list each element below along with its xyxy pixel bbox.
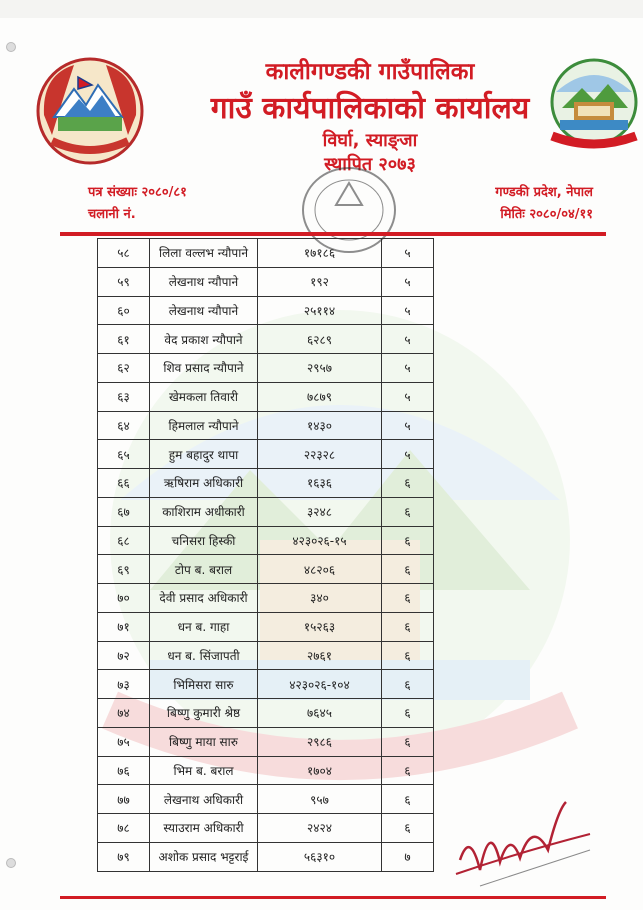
table-row	[98, 526, 434, 555]
ward-cell: ६	[382, 699, 434, 728]
serial-number-cell: ७४	[98, 699, 150, 728]
name-cell: भिम ब. बराल	[150, 756, 258, 785]
number-cell: ९५७	[258, 785, 382, 814]
table-row	[98, 756, 434, 785]
name-cell: देवी प्रसाद अधिकारी	[150, 584, 258, 613]
number-cell: २२३२८	[258, 440, 382, 469]
name-cell: भिमिसरा सारु	[150, 670, 258, 699]
name-cell: धन ब. सिंजापती	[150, 641, 258, 670]
established-year: स्थापित २०७३	[324, 154, 416, 175]
table-row	[98, 670, 434, 699]
ward-cell: ६	[382, 497, 434, 526]
number-cell: २७६१	[258, 641, 382, 670]
serial-number-cell: ६३	[98, 382, 150, 411]
name-cell: हुम बहादुर थापा	[150, 440, 258, 469]
municipality-name: कालीगण्डकी गाउँपालिका	[265, 59, 475, 85]
name-cell: धन ब. गाहा	[150, 612, 258, 641]
punch-hole	[6, 858, 16, 868]
table-row	[98, 699, 434, 728]
office-name: गाउँ कार्यपालिकाको कार्यालय	[210, 91, 530, 126]
name-cell: ऋषिराम अधिकारी	[150, 469, 258, 498]
serial-number-cell: ६५	[98, 440, 150, 469]
name-cell: बिष्णु माया सारु	[150, 727, 258, 756]
serial-number-cell: ७५	[98, 727, 150, 756]
serial-number-cell: ७८	[98, 814, 150, 843]
name-cell: बिष्णु कुमारी श्रेष्ठ	[150, 699, 258, 728]
number-cell: ३२४८	[258, 497, 382, 526]
name-cell: हिमलाल न्यौपाने	[150, 411, 258, 440]
table-row	[98, 239, 434, 268]
number-cell: ४८२०६	[258, 555, 382, 584]
table-row	[98, 382, 434, 411]
serial-number-cell: ६४	[98, 411, 150, 440]
table-row	[98, 641, 434, 670]
table-row	[98, 814, 434, 843]
ward-cell: ५	[382, 382, 434, 411]
table-row	[98, 296, 434, 325]
ward-cell: ५	[382, 239, 434, 268]
serial-number-cell: ६६	[98, 469, 150, 498]
name-cell: स्याउराम अधिकारी	[150, 814, 258, 843]
table-row	[98, 727, 434, 756]
table-row	[98, 325, 434, 354]
table-row	[98, 785, 434, 814]
ward-cell: ६	[382, 612, 434, 641]
number-cell: १७०४	[258, 756, 382, 785]
ward-cell: ६	[382, 469, 434, 498]
number-cell: २५११४	[258, 296, 382, 325]
serial-number-cell: ७३	[98, 670, 150, 699]
name-cell: खेमकला तिवारी	[150, 382, 258, 411]
number-cell: ७८७९	[258, 382, 382, 411]
name-cell: वेद प्रकाश न्यौपाने	[150, 325, 258, 354]
header-rule	[60, 232, 606, 236]
scan-top-margin	[0, 0, 643, 18]
serial-number-cell: ७९	[98, 842, 150, 871]
ward-cell: ५	[382, 325, 434, 354]
name-cell: लेखनाथ अधिकारी	[150, 785, 258, 814]
serial-number-cell: ६७	[98, 497, 150, 526]
ward-cell: ६	[382, 785, 434, 814]
name-cell: टोप ब. बराल	[150, 555, 258, 584]
serial-number-cell: ६८	[98, 526, 150, 555]
serial-number-cell: ६९	[98, 555, 150, 584]
ward-cell: ५	[382, 440, 434, 469]
serial-number-cell: ६०	[98, 296, 150, 325]
province-label: गण्डकी प्रदेश, नेपाल	[495, 185, 593, 200]
serial-number-cell: ७६	[98, 756, 150, 785]
ward-cell: ५	[382, 354, 434, 383]
ward-cell: ६	[382, 526, 434, 555]
name-cell: लेखनाथ न्यौपाने	[150, 296, 258, 325]
number-cell: १७१८६	[258, 239, 382, 268]
serial-number-cell: ६१	[98, 325, 150, 354]
ward-cell: ५	[382, 411, 434, 440]
letter-number: पत्र संख्याः २०८०/८१	[88, 185, 187, 200]
table-row	[98, 584, 434, 613]
name-cell: चनिसरा हिस्की	[150, 526, 258, 555]
ward-cell: ६	[382, 584, 434, 613]
signature-image	[440, 790, 610, 900]
ward-cell: ५	[382, 267, 434, 296]
ward-cell: ६	[382, 727, 434, 756]
number-cell: १६३६	[258, 469, 382, 498]
serial-number-cell: ६२	[98, 354, 150, 383]
table-row	[98, 469, 434, 498]
ward-cell: ५	[382, 296, 434, 325]
dispatch-number: चलानी नं.	[88, 207, 136, 222]
nepal-emblem-logo	[34, 55, 146, 167]
number-cell: ४२३०२६-१५	[258, 526, 382, 555]
table-row	[98, 440, 434, 469]
serial-number-cell: ५८	[98, 239, 150, 268]
ward-cell: ६	[382, 756, 434, 785]
table-row	[98, 612, 434, 641]
serial-number-cell: ७२	[98, 641, 150, 670]
name-cell: अशोक प्रसाद भट्टराई	[150, 842, 258, 871]
footer-rule	[60, 896, 606, 899]
serial-number-cell: ५९	[98, 267, 150, 296]
number-cell: २४२४	[258, 814, 382, 843]
table-row	[98, 555, 434, 584]
punch-hole	[6, 42, 16, 52]
ward-cell: ७	[382, 842, 434, 871]
name-cell: काशिराम अधीकारी	[150, 497, 258, 526]
letter-date: मितिः २०८०/०४/११	[500, 207, 593, 222]
ward-cell: ६	[382, 814, 434, 843]
serial-number-cell: ७७	[98, 785, 150, 814]
number-cell: ५६३१०	[258, 842, 382, 871]
number-cell: ४२३०२६-१०४	[258, 670, 382, 699]
table-row	[98, 354, 434, 383]
number-cell: २९५७	[258, 354, 382, 383]
ward-cell: ६	[382, 555, 434, 584]
name-cell: लिला वल्लभ न्यौपाने	[150, 239, 258, 268]
number-cell: ६२८९	[258, 325, 382, 354]
table-row	[98, 842, 434, 871]
table-row	[98, 497, 434, 526]
beneficiary-table	[97, 238, 434, 872]
office-location: विर्घा, स्याङ्जा	[322, 130, 418, 151]
number-cell: २९८६	[258, 727, 382, 756]
ward-cell: ६	[382, 670, 434, 699]
number-cell: ३४०	[258, 584, 382, 613]
table-row	[98, 411, 434, 440]
name-cell: शिव प्रसाद न्यौपाने	[150, 354, 258, 383]
number-cell: १४३०	[258, 411, 382, 440]
number-cell: १५२६३	[258, 612, 382, 641]
serial-number-cell: ७१	[98, 612, 150, 641]
serial-number-cell: ७०	[98, 584, 150, 613]
name-cell: लेखनाथ न्यौपाने	[150, 267, 258, 296]
ward-cell: ६	[382, 641, 434, 670]
number-cell: १९२	[258, 267, 382, 296]
table-row	[98, 267, 434, 296]
number-cell: ७६४५	[258, 699, 382, 728]
